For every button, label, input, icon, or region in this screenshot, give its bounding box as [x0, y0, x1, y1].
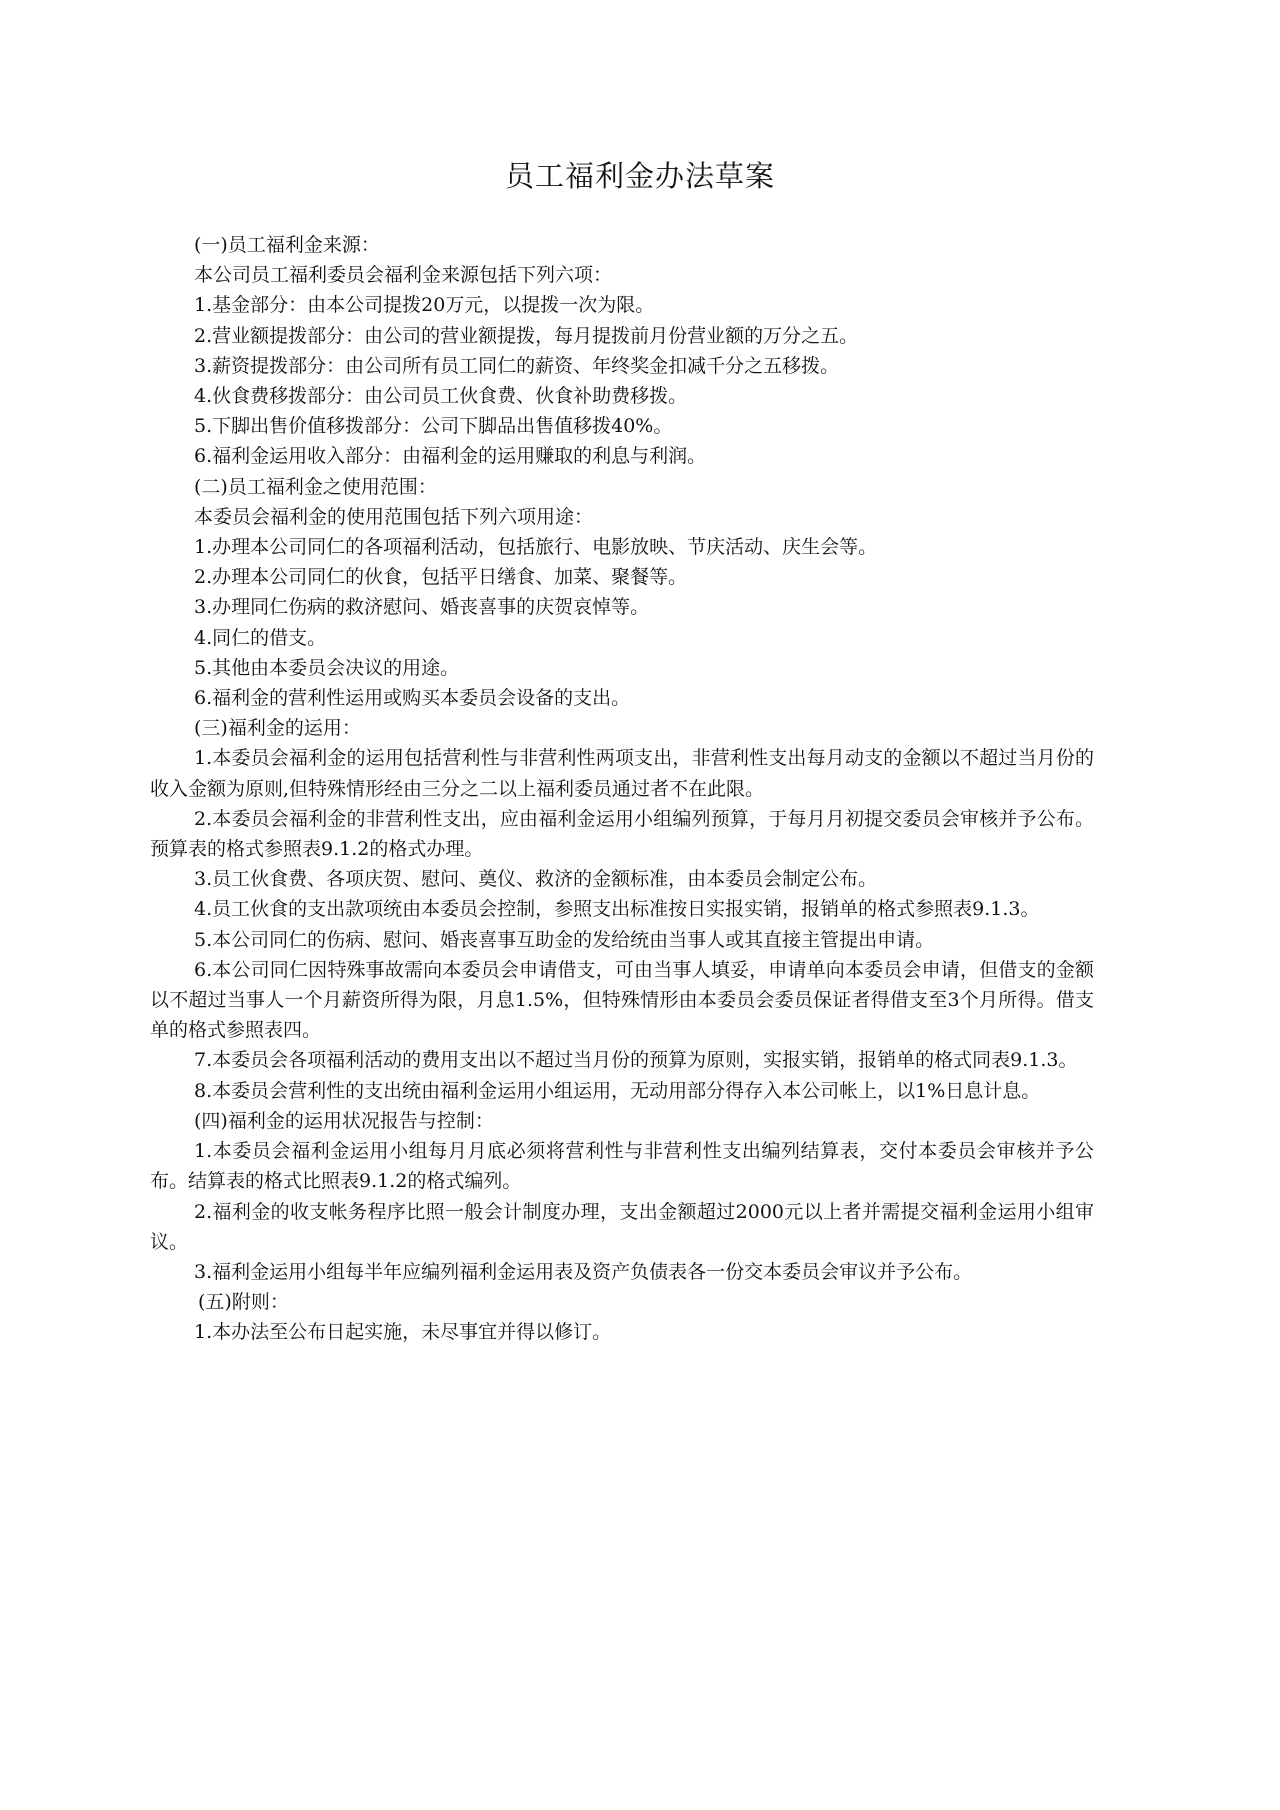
list-item: 3.办理同仁伤病的救济慰问、婚丧喜事的庆贺哀悼等。: [194, 596, 650, 619]
paragraph: 6.本公司同仁因特殊事故需向本委员会申请借支，可由当事人填妥，申请单向本委员会申请，但借支的金额以不超过当事人一个月薪资所得为限，月息1.5%，但特殊情形由本委员会委员保证者得借支至3个月所得。借支单的格式参照表四。: [150, 958, 1094, 1042]
paragraph: 3.福利金运用小组每半年应编列福利金运用表及资产负债表各一份交本委员会审议并予公布。: [194, 1260, 973, 1283]
list-item: 3.薪资提拨部分：由公司所有员工同仁的薪资、年终奖金扣减千分之五移拨。: [194, 354, 840, 377]
paragraph: 8.本委员会营利性的支出统由福利金运用小组运用，无动用部分得存入本公司帐上，以1%日息计息。: [194, 1079, 1041, 1102]
section-heading-1: (一)员工福利金来源：: [194, 234, 380, 256]
list-item: 4.伙食费移拨部分：由公司员工伙食费、伙食补助费移拨。: [194, 385, 688, 408]
section-heading-3: (三)福利金的运用：: [194, 717, 361, 740]
list-item: 4.同仁的借支。: [194, 626, 327, 649]
paragraph: 4.员工伙食的支出款项统由本委员会控制，参照支出标准按日实报实销，报销单的格式参照表9.1.3。: [194, 898, 1040, 921]
list-item: 5.其他由本委员会决议的用途。: [194, 656, 460, 679]
paragraph: 1.本委员会福利金的运用包括营利性与非营利性两项支出，非营利性支出每月动支的金额以不超过当月份的收入金额为原则,但特殊情形经由三分之二以上福利委员通过者不在此限。: [150, 747, 1094, 800]
document-body: [150, 230, 1094, 1348]
list-item: 1.办理本公司同仁的各项福利活动，包括旅行、电影放映、节庆活动、庆生会等。: [194, 536, 878, 559]
paragraph: 3.员工伙食费、各项庆贺、慰问、奠仪、救济的金额标准，由本委员会制定公布。: [194, 868, 878, 891]
section-heading-5: (五)附则：: [198, 1291, 289, 1314]
list-item: 6.福利金运用收入部分：由福利金的运用赚取的利息与利润。: [194, 445, 707, 468]
paragraph: 2.本委员会福利金的非营利性支出，应由福利金运用小组编列预算，于每月月初提交委员会审核并予公布。预算表的格式参照表9.1.2的格式办理。: [150, 807, 1094, 861]
section-intro-1: 本公司员工福利委员会福利金来源包括下列六项：: [194, 264, 613, 287]
paragraph: 2.福利金的收支帐务程序比照一般会计制度办理，支出金额超过2000元以上者并需提交福利金运用小组审议。: [150, 1200, 1094, 1253]
document-title: 员工福利金办法草案: [504, 159, 775, 193]
list-item: 1.本办法至公布日起实施，未尽事宜并得以修订。: [194, 1321, 612, 1344]
section-intro-2: 本委员会福利金的使用范围包括下列六项用途：: [194, 505, 594, 528]
section-heading-4: (四)福利金的运用状况报告与控制：: [194, 1109, 494, 1132]
list-item: 1.基金部分：由本公司提拨20万元，以提拨一次为限。: [194, 294, 655, 317]
list-item: 6.福利金的营利性运用或购买本委员会设备的支出。: [194, 687, 631, 710]
paragraph: 1.本委员会福利金运用小组每月月底必须将营利性与非营利性支出编列结算表，交付本委员会审核并予公布。结算表的格式比照表9.1.2的格式编列。: [150, 1140, 1094, 1193]
list-item: 5.下脚出售价值移拨部分：公司下脚品出售值移拨40%。: [194, 415, 673, 438]
paragraph: 7.本委员会各项福利活动的费用支出以不超过当月份的预算为原则，实报实销，报销单的格式同表9.1.3。: [194, 1049, 1078, 1072]
list-item: 2.营业额提拨部分：由公司的营业额提拨，每月提拨前月份营业额的万分之五。: [194, 324, 859, 347]
list-item: 2.办理本公司同仁的伙食，包括平日缮食、加菜、聚餐等。: [194, 566, 688, 589]
section-heading-2: (二)员工福利金之使用范围：: [194, 475, 437, 498]
paragraph: 5.本公司同仁的伤病、慰问、婚丧喜事互助金的发给统由当事人或其直接主管提出申请。: [194, 928, 935, 951]
